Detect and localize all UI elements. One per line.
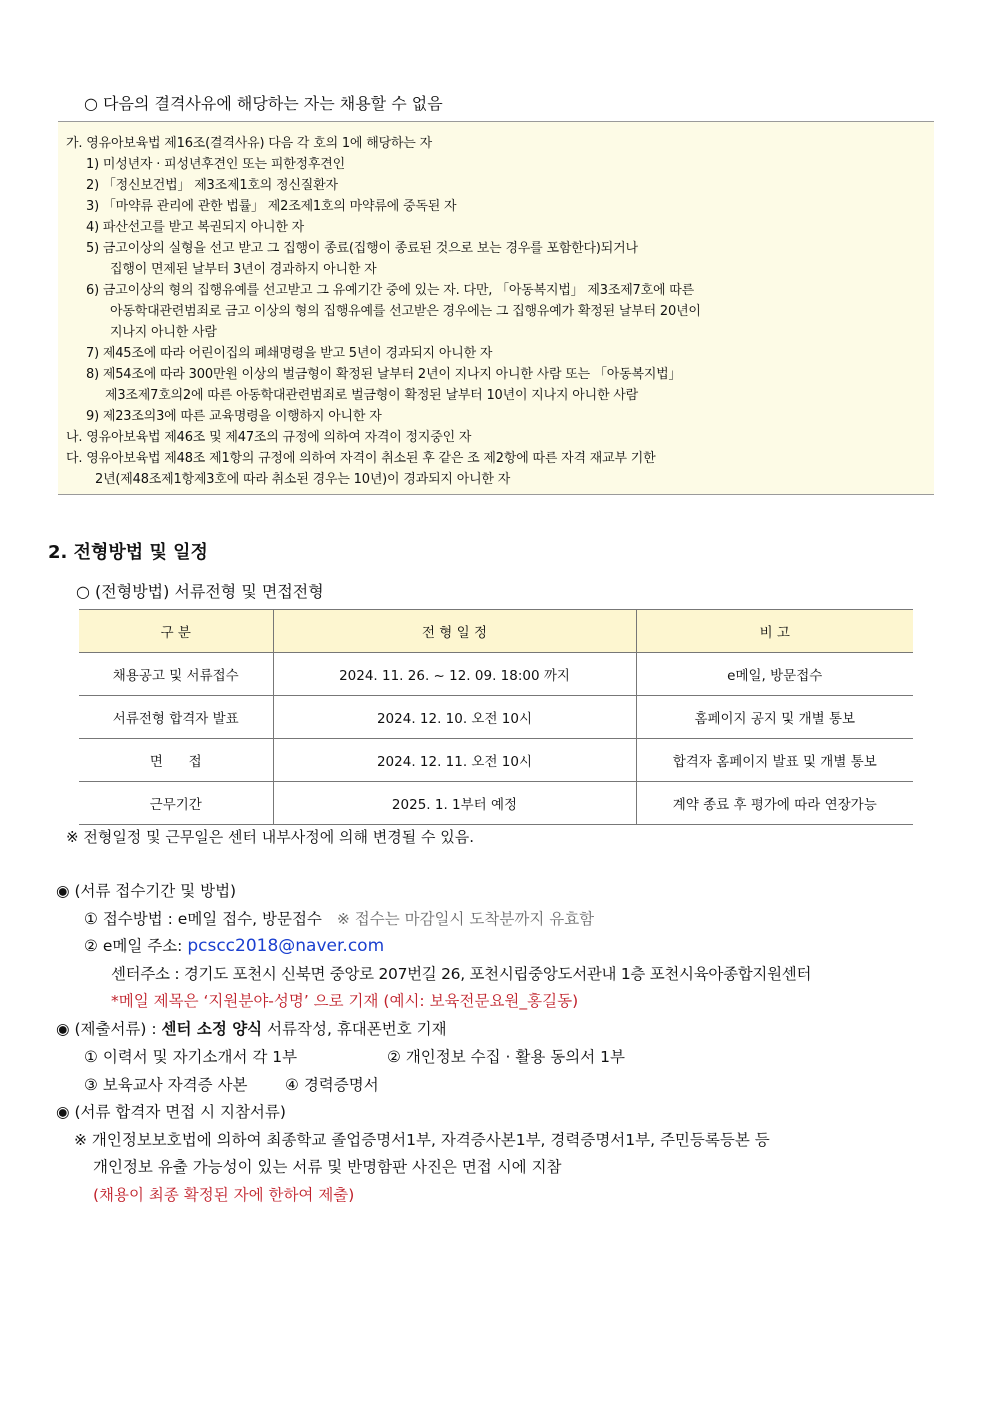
disq-line: 7) 제45조에 따라 어린이집의 폐쇄명령을 받고 5년이 경과되지 아니한 자 <box>86 346 493 361</box>
disq-line: 8) 제54조에 따라 300만원 이상의 벌금형이 확정된 날부터 2년이 지나지 아니한 사람 또는 「아동복지법」 <box>86 367 682 382</box>
documents-title-suffix: 서류작성, 휴대폰번호 기재 <box>262 1020 447 1038</box>
table-cell: 합격자 홈페이지 발표 및 개별 통보 <box>636 739 913 782</box>
email-address[interactable]: pcscc2018@naver.com <box>187 936 385 956</box>
disq-line: 2) 「정신보건법」 제3조제1호의 정신질환자 <box>86 178 338 193</box>
email-label: ② e메일 주소: <box>84 937 188 955</box>
mail-subject-note: *메일 제목은 ‘지원분야-성명’ 으로 기재 (예시: 보육전문요원_홍길동) <box>111 992 579 1010</box>
disq-line: 집행이 면제된 날부터 3년이 경과하지 아니한 자 <box>110 262 377 277</box>
table-cell: 서류전형 합격자 발표 <box>79 696 273 739</box>
table-row <box>79 653 913 696</box>
document-item-3: ③ 보육교사 자격증 사본 <box>84 1076 248 1094</box>
documents-title-bold: 센터 소정 양식 <box>161 1020 263 1038</box>
submission-title: ◉ (서류 접수기간 및 방법) <box>56 882 237 900</box>
document-item-1: ① 이력서 및 자기소개서 각 1부 <box>84 1048 298 1066</box>
table-row <box>79 782 913 825</box>
table-cell: 2025. 1. 1부터 예정 <box>273 782 636 825</box>
table-row <box>79 739 913 782</box>
section-title: 2. 전형방법 및 일정 <box>48 542 208 563</box>
table-cell: 근무기간 <box>79 782 273 825</box>
disq-line: 가. 영유아보육법 제16조(결격사유) 다음 각 호의 1에 해당하는 자 <box>66 136 432 151</box>
method-label: ① 접수방법 : e메일 접수, 방문접수 <box>84 910 322 928</box>
disq-line: 5) 금고이상의 실형을 선고 받고 그 집행이 종료(집행이 종료된 것으로 보는 경우를 포함한다)되거나 <box>86 241 638 256</box>
disq-line: 다. 영유아보육법 제48조 제1항의 규정에 의하여 자격이 취소된 후 같은 조 제2항에 따른 자격 재교부 기한 <box>66 451 656 466</box>
interview-docs-line1: ※ 개인정보보호법에 의하여 최종학교 졸업증명서1부, 자격증사본1부, 경력증명서1부, 주민등록등본 등 <box>74 1131 770 1149</box>
disq-line: 2년(제48조제1항제3호에 따라 취소된 경우는 10년)이 경과되지 아니한 자 <box>95 472 511 487</box>
method-note: ※ 접수는 마감일시 도착분까지 유효함 <box>336 910 595 928</box>
documents-title-prefix: ◉ (제출서류) : <box>56 1020 162 1038</box>
schedule-table <box>79 609 913 825</box>
disq-line: 3) 「마약류 관리에 관한 법률」 제2조제1호의 마약류에 중독된 자 <box>86 199 457 214</box>
selection-method: ○ (전형방법) 서류전형 및 면접전형 <box>76 582 324 601</box>
header-remarks: 비 고 <box>636 610 913 653</box>
disq-line: 6) 금고이상의 형의 집행유예를 선고받고 그 유예기간 중에 있는 자. 다만, 「아동복지법」 제3조제7호에 따른 <box>86 283 694 298</box>
disq-line: 나. 영유아보육법 제46조 및 제47조의 규정에 의하여 자격이 정지중인 자 <box>66 430 472 445</box>
schedule-note: ※ 전형일정 및 근무일은 센터 내부사정에 의해 변경될 수 있음. <box>66 828 475 846</box>
documents-title <box>56 1017 447 1039</box>
email-line <box>84 934 384 956</box>
disq-line: 1) 미성년자 · 피성년후견인 또는 피한정후견인 <box>86 157 345 172</box>
table-cell: 2024. 11. 26. ~ 12. 09. 18:00 까지 <box>273 653 636 696</box>
table-cell: 계약 종료 후 평가에 따라 연장가능 <box>636 782 913 825</box>
disq-line: 아동학대관련범죄로 금고 이상의 형의 집행유예를 선고받은 경우에는 그 집행유예가 확정된 날부터 20년이 <box>110 304 701 319</box>
disq-line: 9) 제23조의3에 따른 교육명령을 이행하지 아니한 자 <box>86 409 382 424</box>
header-schedule: 전 형 일 정 <box>273 610 636 653</box>
table-row <box>79 696 913 739</box>
table-cell: 2024. 12. 10. 오전 10시 <box>273 696 636 739</box>
header-category: 구 분 <box>79 610 273 653</box>
table-cell: 2024. 12. 11. 오전 10시 <box>273 739 636 782</box>
table-cell: e메일, 방문접수 <box>636 653 913 696</box>
interview-docs-line3: (채용이 최종 확정된 자에 한하여 제출) <box>93 1186 355 1204</box>
document-item-4: ④ 경력증명서 <box>285 1076 379 1094</box>
disq-line: 4) 파산선고를 받고 복권되지 아니한 자 <box>86 220 304 235</box>
center-address: 센터주소 : 경기도 포천시 신북면 중앙로 207번길 26, 포천시립중앙도서관내 1층 포천시육아종합지원센터 <box>111 965 812 983</box>
disqualification-box <box>58 121 934 495</box>
interview-docs-line2: 개인정보 유출 가능성이 있는 서류 및 반명함판 사진은 면접 시에 지참 <box>93 1158 562 1176</box>
table-cell: 채용공고 및 서류접수 <box>79 653 273 696</box>
table-cell: 홈페이지 공지 및 개별 통보 <box>636 696 913 739</box>
disqualification-heading: ○ 다음의 결격사유에 해당하는 자는 채용할 수 없음 <box>84 94 443 113</box>
submission-method <box>84 907 594 929</box>
table-header-row <box>79 610 913 653</box>
disq-line: 제3조제7호의2에 따른 아동학대관련범죄로 벌금형이 확정된 날부터 10년이 지나지 아니한 사람 <box>105 388 638 403</box>
disq-line: 지나지 아니한 사람 <box>110 325 217 340</box>
document-item-2: ② 개인정보 수집 · 활용 동의서 1부 <box>387 1048 625 1066</box>
table-cell: 면 접 <box>79 739 273 782</box>
interview-docs-title: ◉ (서류 합격자 면접 시 지참서류) <box>56 1103 286 1121</box>
